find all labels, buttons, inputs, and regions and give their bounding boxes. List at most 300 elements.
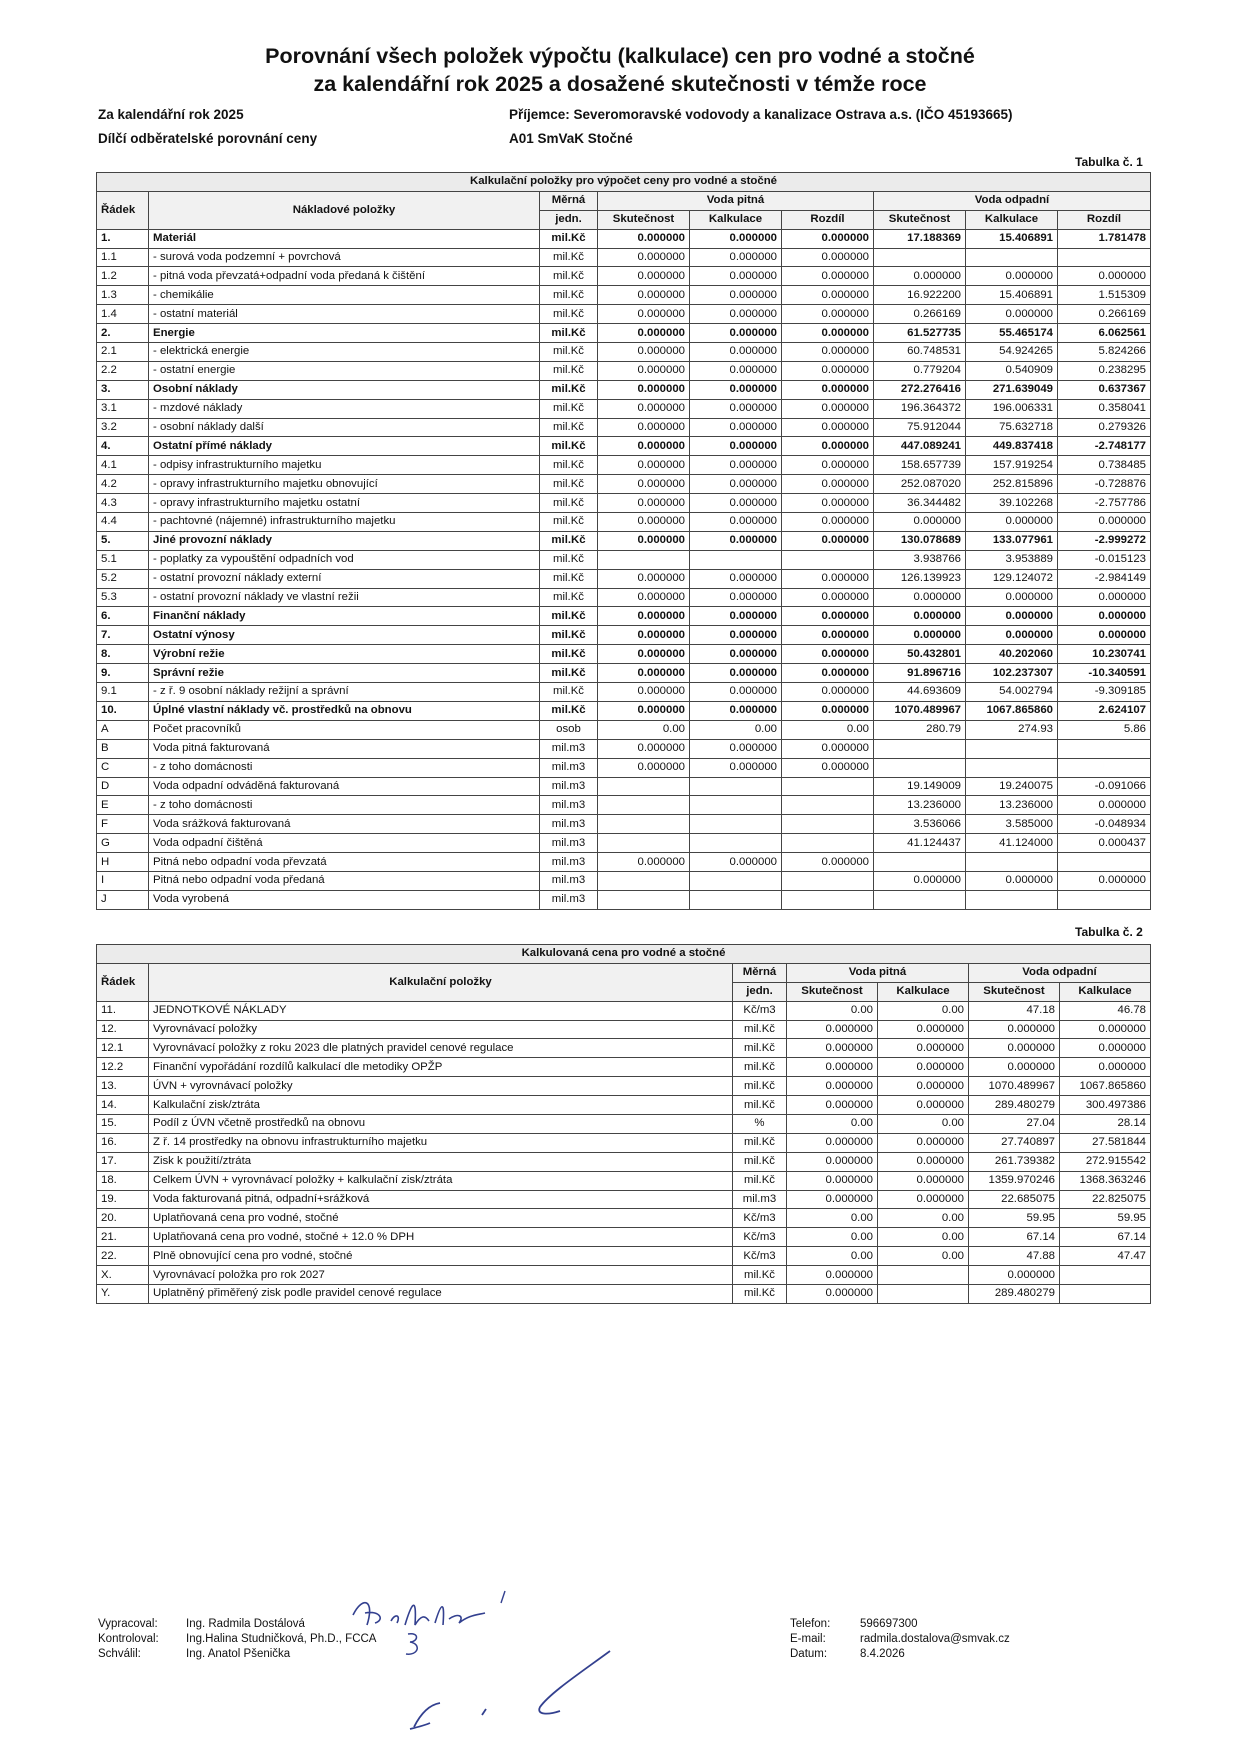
- row-number: 16.: [97, 1133, 149, 1152]
- odpadni-kalkulace: 39.102268: [966, 494, 1058, 513]
- odpadni-kalkulace: 13.236000: [966, 796, 1058, 815]
- unit: %: [733, 1115, 787, 1134]
- item-name: - pitná voda převzatá+odpadní voda předaná k čištění: [149, 267, 540, 286]
- col-header-voda-pitna: Voda pitná: [598, 191, 874, 210]
- odpadni-rozdil: 1.515309: [1058, 286, 1151, 305]
- row-number: 14.: [97, 1096, 149, 1115]
- odpadni-kalkulace: [966, 890, 1058, 909]
- unit: mil.Kč: [540, 305, 598, 324]
- pitna-kalkulace: 0.000000: [878, 1171, 969, 1190]
- table-row: [97, 1001, 1151, 1020]
- row-number: 12.1: [97, 1039, 149, 1058]
- row-number: 1.1: [97, 248, 149, 267]
- odpadni-kalkulace: 1067.865860: [966, 701, 1058, 720]
- odpadni-kalkulace: 449.837418: [966, 437, 1058, 456]
- odpadni-skutecnost: 1359.970246: [969, 1171, 1060, 1190]
- row-number: 2.: [97, 324, 149, 343]
- item-name: - ostatní energie: [149, 361, 540, 380]
- contact-label: E-mail:: [790, 1633, 826, 1645]
- item-name: Voda srážková fakturovaná: [149, 815, 540, 834]
- row-number: 3.2: [97, 418, 149, 437]
- pitna-kalkulace: 0.000000: [690, 494, 782, 513]
- item-name: - z ř. 9 osobní náklady režijní a správní: [149, 683, 540, 702]
- pitna-rozdil: 0.000000: [782, 664, 874, 683]
- pitna-skutecnost: 0.000000: [787, 1285, 878, 1304]
- odpadni-rozdil: [1058, 853, 1151, 872]
- odpadni-rozdil: 0.000000: [1058, 796, 1151, 815]
- odpadni-kalkulace: 15.406891: [966, 229, 1058, 248]
- pitna-skutecnost: 0.00: [787, 1115, 878, 1134]
- row-number: E: [97, 796, 149, 815]
- table2-number: Tabulka č. 2: [1075, 925, 1143, 939]
- pitna-kalkulace: 0.000000: [690, 683, 782, 702]
- odpadni-kalkulace: 54.924265: [966, 343, 1058, 362]
- row-number: G: [97, 834, 149, 853]
- pitna-rozdil: 0.000000: [782, 248, 874, 267]
- odpadni-skutecnost: 47.88: [969, 1247, 1060, 1266]
- odpadni-kalkulace: 46.78: [1060, 1001, 1151, 1020]
- odpadni-skutecnost: 0.000000: [969, 1266, 1060, 1285]
- unit: mil.Kč: [540, 286, 598, 305]
- pitna-kalkulace: [690, 796, 782, 815]
- odpadni-kalkulace: 47.47: [1060, 1247, 1151, 1266]
- unit-label: A01 SmVaK Stočné: [509, 131, 633, 146]
- col-header-unit: Měrná: [733, 963, 787, 982]
- odpadni-kalkulace: 15.406891: [966, 286, 1058, 305]
- table-row: [97, 418, 1151, 437]
- row-number: D: [97, 777, 149, 796]
- unit: mil.Kč: [540, 645, 598, 664]
- odpadni-rozdil: 0.000000: [1058, 588, 1151, 607]
- contact-label: Datum:: [790, 1648, 828, 1660]
- odpadni-kalkulace: 271.639049: [966, 380, 1058, 399]
- odpadni-rozdil: 0.000000: [1058, 607, 1151, 626]
- role-label: Kontroloval:: [98, 1633, 159, 1645]
- item-name: - opravy infrastrukturního majetku ostatní: [149, 494, 540, 513]
- unit: mil.m3: [540, 739, 598, 758]
- pitna-kalkulace: 0.000000: [690, 475, 782, 494]
- pitna-skutecnost: 0.00: [787, 1228, 878, 1247]
- odpadni-kalkulace: 67.14: [1060, 1228, 1151, 1247]
- pitna-rozdil: [782, 796, 874, 815]
- table-row: [97, 645, 1151, 664]
- pitna-skutecnost: 0.000000: [598, 324, 690, 343]
- odpadni-rozdil: 5.824266: [1058, 343, 1151, 362]
- pitna-skutecnost: 0.000000: [598, 380, 690, 399]
- pitna-skutecnost: 0.000000: [787, 1266, 878, 1285]
- row-number: 5.2: [97, 569, 149, 588]
- odpadni-rozdil: 0.637367: [1058, 380, 1151, 399]
- odpadni-rozdil: 2.624107: [1058, 701, 1151, 720]
- item-name: Počet pracovníků: [149, 720, 540, 739]
- pitna-kalkulace: 0.000000: [690, 229, 782, 248]
- pitna-kalkulace: 0.00: [690, 720, 782, 739]
- pitna-rozdil: 0.000000: [782, 361, 874, 380]
- pitna-kalkulace: [690, 871, 782, 890]
- pitna-rozdil: 0.000000: [782, 399, 874, 418]
- pitna-kalkulace: 0.000000: [690, 758, 782, 777]
- table-row: [97, 607, 1151, 626]
- pitna-kalkulace: [690, 777, 782, 796]
- odpadni-skutecnost: 67.14: [969, 1228, 1060, 1247]
- row-number: J: [97, 890, 149, 909]
- odpadni-kalkulace: 41.124000: [966, 834, 1058, 853]
- pitna-kalkulace: 0.000000: [878, 1039, 969, 1058]
- pitna-kalkulace: 0.00: [878, 1115, 969, 1134]
- odpadni-skutecnost: 0.000000: [874, 626, 966, 645]
- unit: Kč/m3: [733, 1247, 787, 1266]
- unit: mil.Kč: [540, 343, 598, 362]
- odpadni-kalkulace: 272.915542: [1060, 1152, 1151, 1171]
- odpadni-kalkulace: 59.95: [1060, 1209, 1151, 1228]
- table-row: [97, 701, 1151, 720]
- table-row: [97, 324, 1151, 343]
- pitna-kalkulace: 0.000000: [878, 1152, 969, 1171]
- table-row: [97, 1020, 1151, 1039]
- odpadni-skutecnost: 130.078689: [874, 531, 966, 550]
- item-name: JEDNOTKOVÉ NÁKLADY: [149, 1001, 733, 1020]
- odpadni-kalkulace: 133.077961: [966, 531, 1058, 550]
- row-number: 12.: [97, 1020, 149, 1039]
- odpadni-rozdil: [1058, 758, 1151, 777]
- odpadni-kalkulace: 0.540909: [966, 361, 1058, 380]
- pitna-skutecnost: 0.000000: [598, 739, 690, 758]
- odpadni-rozdil: 10.230741: [1058, 645, 1151, 664]
- odpadni-skutecnost: 289.480279: [969, 1096, 1060, 1115]
- pitna-kalkulace: 0.00: [878, 1001, 969, 1020]
- odpadni-rozdil: -0.728876: [1058, 475, 1151, 494]
- odpadni-kalkulace: 274.93: [966, 720, 1058, 739]
- pitna-rozdil: 0.000000: [782, 758, 874, 777]
- pitna-rozdil: 0.000000: [782, 683, 874, 702]
- odpadni-skutecnost: 19.149009: [874, 777, 966, 796]
- unit: mil.Kč: [733, 1058, 787, 1077]
- row-number: I: [97, 871, 149, 890]
- cost-items-table: [96, 172, 1151, 910]
- pitna-kalkulace: 0.000000: [878, 1096, 969, 1115]
- row-number: 19.: [97, 1190, 149, 1209]
- pitna-kalkulace: 0.000000: [878, 1190, 969, 1209]
- unit: mil.Kč: [733, 1133, 787, 1152]
- table-row: [97, 494, 1151, 513]
- table-row: [97, 1133, 1151, 1152]
- odpadni-rozdil: 0.000437: [1058, 834, 1151, 853]
- odpadni-rozdil: -0.015123: [1058, 550, 1151, 569]
- odpadni-kalkulace: 0.000000: [966, 871, 1058, 890]
- odpadni-kalkulace: 75.632718: [966, 418, 1058, 437]
- table-row: [97, 550, 1151, 569]
- odpadni-skutecnost: 1070.489967: [969, 1077, 1060, 1096]
- unit: Kč/m3: [733, 1209, 787, 1228]
- pitna-skutecnost: 0.000000: [598, 683, 690, 702]
- person-name: Ing.Halina Studničková, Ph.D., FCCA: [186, 1633, 377, 1645]
- item-name: Voda odpadní odváděná fakturovaná: [149, 777, 540, 796]
- pitna-skutecnost: 0.000000: [598, 588, 690, 607]
- odpadni-skutecnost: 0.000000: [874, 588, 966, 607]
- table-row: [97, 834, 1151, 853]
- table-row: [97, 286, 1151, 305]
- row-number: 2.1: [97, 343, 149, 362]
- row-number: 3.1: [97, 399, 149, 418]
- pitna-rozdil: [782, 834, 874, 853]
- row-number: 1.4: [97, 305, 149, 324]
- pitna-rozdil: 0.000000: [782, 853, 874, 872]
- unit: mil.Kč: [733, 1266, 787, 1285]
- odpadni-skutecnost: 0.000000: [969, 1058, 1060, 1077]
- pitna-kalkulace: [690, 890, 782, 909]
- odpadni-skutecnost: 447.089241: [874, 437, 966, 456]
- pitna-skutecnost: 0.000000: [598, 229, 690, 248]
- odpadni-rozdil: 1.781478: [1058, 229, 1151, 248]
- pitna-skutecnost: 0.000000: [598, 758, 690, 777]
- row-number: 12.2: [97, 1058, 149, 1077]
- col-header-item: Nákladové položky: [149, 191, 540, 229]
- date-value: 8.4.2026: [860, 1648, 905, 1660]
- item-name: - ostatní materiál: [149, 305, 540, 324]
- odpadni-rozdil: 5.86: [1058, 720, 1151, 739]
- item-name: ÚVN + vyrovnávací položky: [149, 1077, 733, 1096]
- odpadni-kalkulace: 0.000000: [966, 607, 1058, 626]
- pitna-kalkulace: 0.000000: [690, 418, 782, 437]
- unit: mil.Kč: [733, 1285, 787, 1304]
- odpadni-kalkulace: 3.585000: [966, 815, 1058, 834]
- table-row: [97, 248, 1151, 267]
- pitna-kalkulace: 0.00: [878, 1209, 969, 1228]
- unit: mil.Kč: [540, 513, 598, 532]
- unit: mil.Kč: [540, 588, 598, 607]
- pitna-rozdil: 0.000000: [782, 645, 874, 664]
- table-row: [97, 796, 1151, 815]
- table-row: [97, 305, 1151, 324]
- odpadni-rozdil: -10.340591: [1058, 664, 1151, 683]
- odpadni-skutecnost: 44.693609: [874, 683, 966, 702]
- pitna-rozdil: 0.000000: [782, 305, 874, 324]
- row-number: 13.: [97, 1077, 149, 1096]
- pitna-skutecnost: 0.000000: [787, 1020, 878, 1039]
- unit: mil.m3: [540, 890, 598, 909]
- odpadni-skutecnost: 0.000000: [969, 1039, 1060, 1058]
- table-row: [97, 815, 1151, 834]
- unit: mil.Kč: [540, 664, 598, 683]
- row-number: 5.: [97, 531, 149, 550]
- odpadni-rozdil: 0.358041: [1058, 399, 1151, 418]
- col-header-unit-2: jedn.: [540, 210, 598, 229]
- col-header-voda-odpadni: Voda odpadní: [874, 191, 1151, 210]
- pitna-rozdil: 0.000000: [782, 626, 874, 645]
- unit: Kč/m3: [733, 1001, 787, 1020]
- unit: mil.Kč: [540, 531, 598, 550]
- col-header-unit: Měrná: [540, 191, 598, 210]
- odpadni-rozdil: 0.238295: [1058, 361, 1151, 380]
- item-name: - mzdové náklady: [149, 399, 540, 418]
- pitna-skutecnost: 0.000000: [598, 361, 690, 380]
- odpadni-skutecnost: [874, 853, 966, 872]
- table-row: [97, 588, 1151, 607]
- footer-contact-labels: [790, 1617, 830, 1662]
- odpadni-kalkulace: 22.825075: [1060, 1190, 1151, 1209]
- unit: mil.Kč: [733, 1020, 787, 1039]
- table-row: [97, 1228, 1151, 1247]
- pitna-skutecnost: 0.000000: [598, 626, 690, 645]
- unit: mil.Kč: [733, 1039, 787, 1058]
- table-row: [97, 890, 1151, 909]
- email-value: radmila.dostalova@smvak.cz: [860, 1633, 1010, 1645]
- pitna-skutecnost: 0.000000: [598, 456, 690, 475]
- table-row: [97, 531, 1151, 550]
- pitna-rozdil: 0.000000: [782, 437, 874, 456]
- pitna-rozdil: 0.000000: [782, 607, 874, 626]
- item-name: - chemikálie: [149, 286, 540, 305]
- unit: mil.Kč: [540, 361, 598, 380]
- table-row: [97, 513, 1151, 532]
- odpadni-kalkulace: 27.581844: [1060, 1133, 1151, 1152]
- row-number: 1.2: [97, 267, 149, 286]
- pitna-skutecnost: 0.00: [598, 720, 690, 739]
- item-name: - z toho domácnosti: [149, 758, 540, 777]
- unit: mil.Kč: [540, 399, 598, 418]
- table-row: [97, 1190, 1151, 1209]
- pitna-rozdil: 0.000000: [782, 531, 874, 550]
- pitna-skutecnost: 0.000000: [598, 494, 690, 513]
- item-name: Zisk k použití/ztráta: [149, 1152, 733, 1171]
- phone-value: 596697300: [860, 1618, 918, 1630]
- pitna-skutecnost: 0.000000: [787, 1190, 878, 1209]
- pitna-rozdil: 0.000000: [782, 569, 874, 588]
- odpadni-kalkulace: 0.000000: [1060, 1039, 1151, 1058]
- pitna-rozdil: 0.000000: [782, 418, 874, 437]
- odpadni-skutecnost: 41.124437: [874, 834, 966, 853]
- odpadni-rozdil: [1058, 248, 1151, 267]
- pitna-skutecnost: 0.000000: [787, 1077, 878, 1096]
- odpadni-rozdil: -2.984149: [1058, 569, 1151, 588]
- pitna-skutecnost: 0.000000: [598, 437, 690, 456]
- col-header-rozdil: Rozdíl: [1058, 210, 1151, 229]
- footer-contact-values: [860, 1617, 1010, 1662]
- odpadni-kalkulace: 0.000000: [1060, 1058, 1151, 1077]
- col-header-skutecnost: Skutečnost: [787, 982, 878, 1001]
- unit: mil.m3: [540, 777, 598, 796]
- table-row: [97, 229, 1151, 248]
- item-name: Voda odpadní čištěná: [149, 834, 540, 853]
- pitna-kalkulace: 0.000000: [690, 569, 782, 588]
- pitna-kalkulace: 0.000000: [690, 399, 782, 418]
- row-number: 18.: [97, 1171, 149, 1190]
- odpadni-rozdil: 0.000000: [1058, 626, 1151, 645]
- document-title-line2: za kalendářní rok 2025 a dosažené skutečnosti v témže roce: [313, 72, 927, 96]
- unit: mil.Kč: [540, 229, 598, 248]
- pitna-skutecnost: 0.000000: [787, 1171, 878, 1190]
- col-header-voda-odpadni: Voda odpadní: [969, 963, 1151, 982]
- pitna-rozdil: 0.000000: [782, 701, 874, 720]
- person-name: Ing. Anatol Pšenička: [186, 1648, 291, 1660]
- table-row: [97, 437, 1151, 456]
- row-number: 21.: [97, 1228, 149, 1247]
- pitna-kalkulace: 0.000000: [878, 1077, 969, 1096]
- row-number: F: [97, 815, 149, 834]
- item-name: Vyrovnávací položky: [149, 1020, 733, 1039]
- pitna-kalkulace: 0.000000: [690, 248, 782, 267]
- odpadni-rozdil: 6.062561: [1058, 324, 1151, 343]
- item-name: Plně obnovující cena pro vodné, stočné: [149, 1247, 733, 1266]
- odpadni-rozdil: -2.748177: [1058, 437, 1151, 456]
- pitna-rozdil: [782, 871, 874, 890]
- unit: mil.m3: [540, 834, 598, 853]
- pitna-skutecnost: 0.000000: [787, 1152, 878, 1171]
- item-name: Pitná nebo odpadní voda převzatá: [149, 853, 540, 872]
- odpadni-skutecnost: [874, 248, 966, 267]
- pitna-kalkulace: 0.000000: [690, 456, 782, 475]
- pitna-kalkulace: 0.000000: [878, 1020, 969, 1039]
- row-number: 1.3: [97, 286, 149, 305]
- table-row: [97, 1058, 1151, 1077]
- pitna-kalkulace: 0.000000: [690, 531, 782, 550]
- row-number: 3.: [97, 380, 149, 399]
- row-number: 6.: [97, 607, 149, 626]
- col-header-kalkulace: Kalkulace: [966, 210, 1058, 229]
- unit: mil.m3: [733, 1190, 787, 1209]
- pitna-kalkulace: 0.000000: [690, 513, 782, 532]
- item-name: Osobní náklady: [149, 380, 540, 399]
- odpadni-rozdil: 0.000000: [1058, 871, 1151, 890]
- pitna-skutecnost: 0.000000: [598, 248, 690, 267]
- pitna-skutecnost: 0.00: [787, 1001, 878, 1020]
- pitna-kalkulace: 0.000000: [690, 286, 782, 305]
- unit: mil.m3: [540, 758, 598, 777]
- pitna-skutecnost: [598, 834, 690, 853]
- item-name: Uplatňovaná cena pro vodné, stočné + 12.0 % DPH: [149, 1228, 733, 1247]
- table-row: [97, 1285, 1151, 1304]
- table-row: [97, 739, 1151, 758]
- pitna-kalkulace: [690, 550, 782, 569]
- unit: Kč/m3: [733, 1228, 787, 1247]
- row-number: C: [97, 758, 149, 777]
- odpadni-skutecnost: 22.685075: [969, 1190, 1060, 1209]
- odpadni-skutecnost: 0.000000: [874, 871, 966, 890]
- odpadni-rozdil: [1058, 890, 1151, 909]
- item-name: Správní režie: [149, 664, 540, 683]
- table-row: [97, 1209, 1151, 1228]
- item-name: - pachtovné (nájemné) infrastrukturního majetku: [149, 513, 540, 532]
- item-name: - poplatky za vypouštění odpadních vod: [149, 550, 540, 569]
- item-name: - odpisy infrastrukturního majetku: [149, 456, 540, 475]
- pitna-rozdil: 0.000000: [782, 456, 874, 475]
- unit: mil.Kč: [733, 1077, 787, 1096]
- unit: osob: [540, 720, 598, 739]
- odpadni-kalkulace: [1060, 1266, 1151, 1285]
- unit: mil.Kč: [540, 607, 598, 626]
- recipient-label: Příjemce: Severomoravské vodovody a kanalizace Ostrava a.s. (IČO 45193665): [509, 107, 1013, 122]
- odpadni-skutecnost: 60.748531: [874, 343, 966, 362]
- col-header-kalkulace: Kalkulace: [690, 210, 782, 229]
- pitna-kalkulace: 0.000000: [690, 853, 782, 872]
- row-number: X.: [97, 1266, 149, 1285]
- pitna-skutecnost: 0.000000: [787, 1133, 878, 1152]
- table-row: [97, 626, 1151, 645]
- item-name: Ostatní výnosy: [149, 626, 540, 645]
- table-row: [97, 664, 1151, 683]
- table-row: [97, 1171, 1151, 1190]
- odpadni-skutecnost: 0.000000: [874, 267, 966, 286]
- odpadni-rozdil: -0.048934: [1058, 815, 1151, 834]
- item-name: - surová voda podzemní + povrchová: [149, 248, 540, 267]
- pitna-kalkulace: 0.000000: [690, 380, 782, 399]
- pitna-skutecnost: 0.000000: [598, 664, 690, 683]
- item-name: - osobní náklady další: [149, 418, 540, 437]
- odpadni-skutecnost: 50.432801: [874, 645, 966, 664]
- pitna-rozdil: 0.000000: [782, 588, 874, 607]
- odpadni-skutecnost: [874, 758, 966, 777]
- unit: mil.Kč: [540, 248, 598, 267]
